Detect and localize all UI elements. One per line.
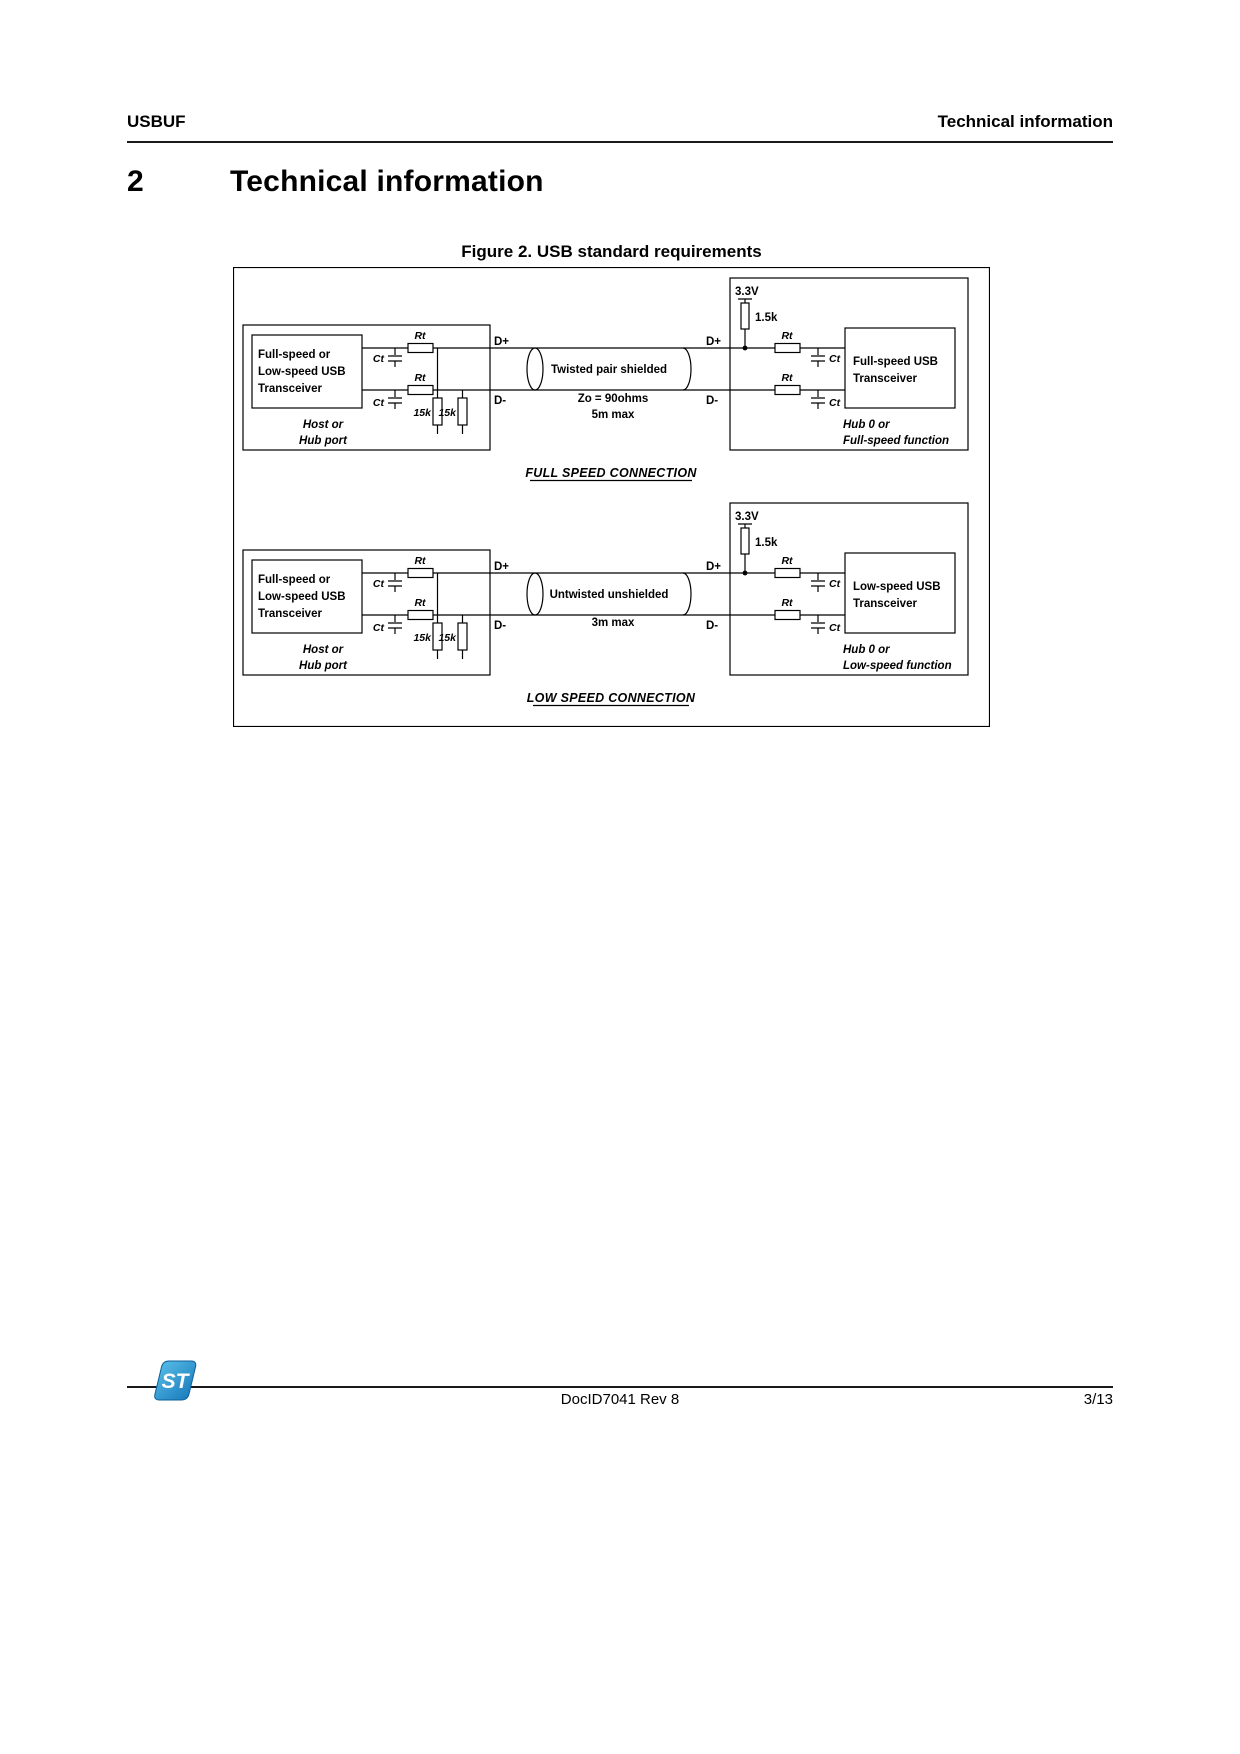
cable-impedance-label: Zo = 90ohms bbox=[577, 393, 649, 405]
ct-label: Ct bbox=[829, 578, 841, 590]
left-transceiver-label: Low-speed USB bbox=[258, 591, 346, 603]
usb-requirements-diagram bbox=[233, 267, 990, 727]
rt-label: Rt bbox=[414, 372, 426, 384]
figure-2 bbox=[233, 267, 990, 727]
rt-label: Rt bbox=[414, 330, 426, 342]
left-transceiver-label: Transceiver bbox=[258, 383, 322, 395]
pulldown-15k-label: 15k bbox=[413, 632, 431, 644]
footer-doc-id: DocID7041 Rev 8 bbox=[560, 1391, 680, 1408]
d-minus-label: D- bbox=[706, 620, 719, 632]
d-plus-label: D+ bbox=[706, 336, 722, 348]
connection-type-label: LOW SPEED CONNECTION bbox=[526, 691, 696, 705]
cable-length-label: 5m max bbox=[591, 409, 635, 421]
pullup-1k5-label: 1.5k bbox=[755, 537, 778, 549]
ct-label: Ct bbox=[372, 353, 384, 365]
section-heading bbox=[127, 165, 544, 199]
left-transceiver-label: Low-speed USB bbox=[258, 366, 346, 378]
pullup-1k5-label: 1.5k bbox=[755, 312, 778, 324]
d-plus-label: D+ bbox=[494, 561, 510, 573]
supply-3v3-label: 3.3V bbox=[735, 286, 759, 298]
cable-type-label: Untwisted unshielded bbox=[549, 589, 669, 601]
footer-rule bbox=[127, 1386, 1113, 1388]
right-transceiver-label: Transceiver bbox=[853, 373, 917, 385]
d-plus-label: D+ bbox=[706, 561, 722, 573]
ct-label: Ct bbox=[372, 397, 384, 409]
rt-label: Rt bbox=[414, 555, 426, 567]
section-title: Technical information bbox=[230, 165, 544, 198]
rt-label: Rt bbox=[414, 597, 426, 609]
ct-label: Ct bbox=[372, 578, 384, 590]
rt-label: Rt bbox=[781, 330, 793, 342]
host-port-label: Host or bbox=[302, 419, 344, 431]
doc-code: USBUF bbox=[127, 112, 186, 131]
header-section-title: Technical information bbox=[937, 112, 1113, 131]
d-minus-label: D- bbox=[494, 620, 507, 632]
left-transceiver-label: Full-speed or bbox=[258, 349, 331, 361]
page-header bbox=[127, 112, 1113, 143]
ct-label: Ct bbox=[829, 397, 841, 409]
connection-type-label: FULL SPEED CONNECTION bbox=[525, 466, 697, 480]
d-plus-label: D+ bbox=[494, 336, 510, 348]
right-transceiver-label: Full-speed USB bbox=[853, 356, 938, 368]
st-logo-text: ST bbox=[161, 1370, 189, 1393]
host-port-label: Hub port bbox=[299, 660, 347, 672]
hub-function-label: Low-speed function bbox=[843, 660, 952, 672]
cable-type-label: Twisted pair shielded bbox=[550, 364, 668, 376]
hub-function-label: Hub 0 or bbox=[843, 644, 890, 656]
right-transceiver-label: Low-speed USB bbox=[853, 581, 941, 593]
left-transceiver-label: Full-speed or bbox=[258, 574, 331, 586]
host-port-label: Hub port bbox=[299, 435, 347, 447]
d-minus-label: D- bbox=[706, 395, 719, 407]
ct-label: Ct bbox=[829, 353, 841, 365]
pulldown-15k-label: 15k bbox=[438, 407, 456, 419]
pulldown-15k-label: 15k bbox=[438, 632, 456, 644]
ct-label: Ct bbox=[372, 622, 384, 634]
host-port-label: Host or bbox=[302, 644, 344, 656]
supply-3v3-label: 3.3V bbox=[735, 511, 759, 523]
cable-length-label: 3m max bbox=[591, 617, 635, 629]
d-minus-label: D- bbox=[494, 395, 507, 407]
left-transceiver-label: Transceiver bbox=[258, 608, 322, 620]
rt-label: Rt bbox=[781, 597, 793, 609]
right-transceiver-label: Transceiver bbox=[853, 598, 917, 610]
hub-function-label: Hub 0 or bbox=[843, 419, 890, 431]
footer-page-number: 3/13 bbox=[1083, 1391, 1113, 1408]
rt-label: Rt bbox=[781, 555, 793, 567]
hub-function-label: Full-speed function bbox=[843, 435, 950, 447]
pulldown-15k-label: 15k bbox=[413, 407, 431, 419]
figure-caption: Figure 2. USB standard requirements bbox=[461, 242, 762, 261]
rt-label: Rt bbox=[781, 372, 793, 384]
section-number: 2 bbox=[127, 165, 144, 198]
ct-label: Ct bbox=[829, 622, 841, 634]
